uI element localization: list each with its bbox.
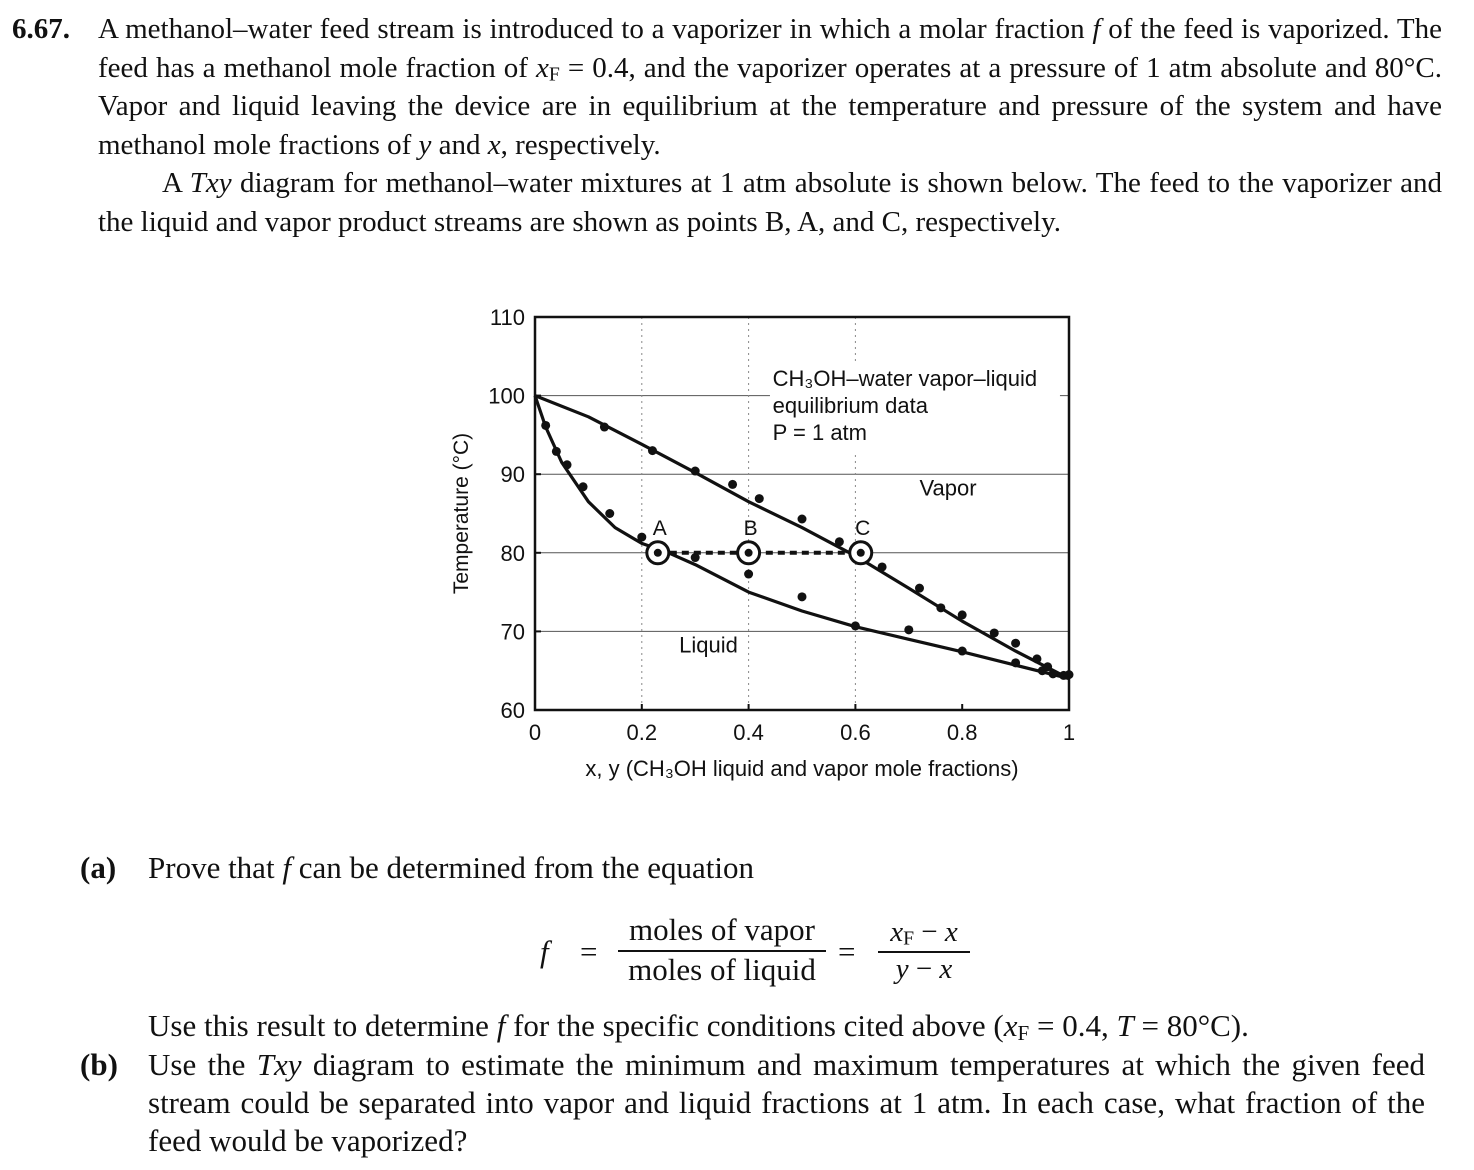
- y-axis-label: Temperature (°C): [450, 432, 473, 595]
- vapor-data-point-2: [648, 446, 657, 455]
- num-sub: F: [903, 927, 915, 950]
- part-a-f: f: [282, 850, 291, 885]
- eq-sign-1: =: [580, 934, 598, 969]
- point-b-label: B: [743, 516, 758, 540]
- p2-text-a: A: [162, 167, 190, 199]
- p1-text-b: of the feed is vaporized. The feed has a methanol mole fraction of: [98, 13, 1442, 84]
- use-text-d: = 80°C).: [1133, 1008, 1249, 1043]
- vapor-data-point-18: [1059, 671, 1068, 680]
- use-text-c: = 0.4,: [1029, 1008, 1117, 1043]
- vapor-data-point-13: [990, 628, 999, 637]
- point-b-dot: [745, 549, 753, 557]
- use-x: x: [1003, 1008, 1018, 1043]
- xf-subscript: F: [548, 63, 560, 86]
- part-b-txy: Txy: [256, 1047, 302, 1082]
- liquid-data-point-2: [552, 447, 561, 456]
- vapor-data-point-12: [958, 610, 967, 619]
- point-c-label: C: [855, 516, 871, 540]
- part-b-text-a: Use the: [148, 1047, 257, 1082]
- vapor-data-point-17: [1048, 669, 1057, 678]
- vapor-data-point-11: [936, 603, 945, 612]
- liquid-data-point-12: [958, 647, 967, 656]
- part-b-text-b: diagram to estimate the minimum and maximum temperatures at which the given feed stream could be separated into vapor and liquid fractions at 1 atm. In each case, what fraction of the feed would be vaporized?: [148, 1047, 1425, 1158]
- x-tick-label-0.4: 0.4: [733, 720, 764, 745]
- part-b-label: (b): [80, 1047, 118, 1082]
- problem-body: [98, 10, 1442, 241]
- liquid-data-point-5: [605, 509, 614, 518]
- part-a-label: (a): [80, 850, 117, 885]
- vapor-data-point-3: [691, 467, 700, 476]
- part-a-text-b: can be determined from the equation: [290, 850, 755, 885]
- liquid-data-point-1: [541, 421, 550, 430]
- x-symbol: x: [487, 128, 501, 161]
- vapor-data-point-1: [600, 423, 609, 432]
- den-minus: −: [908, 953, 940, 985]
- num-x: x: [890, 916, 904, 948]
- x-axis-label: x, y (CH₃OH liquid and vapor mole fractions): [585, 756, 1019, 781]
- liquid-data-point-3: [563, 460, 572, 469]
- num-minus: −: [914, 916, 945, 948]
- y-tick-label-90: 90: [500, 462, 525, 488]
- use-f: f: [496, 1008, 506, 1043]
- txy-symbol: Txy: [189, 167, 232, 199]
- vapor-data-point-7: [835, 537, 844, 546]
- x-tick-label-0.2: 0.2: [626, 720, 658, 745]
- vapor-data-point-4: [728, 480, 737, 489]
- liquid-data-point-13: [1011, 658, 1020, 667]
- y-tick-label-100: 100: [488, 383, 525, 409]
- problem-number: 6.67.: [12, 13, 70, 45]
- p2-text-b: diagram for methanol–water mixtures at 1 atm absolute is shown below. The feed to the vaporizer and the liquid and vapor product streams are shown as points B, A, and C, respectively.: [98, 167, 1442, 238]
- txy-diagram: [440, 290, 1076, 790]
- p1-text-c: = 0.4, and the vaporizer operates at a pressure of 1 atm absolute and 80°C. Vapor and liquid leaving the device are in equilibrium at the temperature and pressure of the system and have methanol mole fractions of: [98, 51, 1442, 161]
- point-a-dot: [654, 549, 662, 557]
- p1-text-a: A methanol–water feed stream is introduced to a vaporizer in which a molar fraction: [98, 13, 1093, 45]
- chart-title-line-2: equilibrium data: [772, 393, 928, 418]
- x-tick-label-0.6: 0.6: [840, 720, 871, 745]
- num-x2: x: [944, 916, 958, 948]
- y-symbol: y: [418, 128, 432, 161]
- use-T: T: [1116, 1008, 1134, 1043]
- vapor-data-point-10: [915, 584, 924, 593]
- xf-symbol: x: [535, 51, 549, 84]
- use-text-a: Use this result to determine: [148, 1008, 497, 1043]
- liquid-data-point-4: [579, 482, 588, 491]
- chart-title-line-1: CH₃OH–water vapor–liquid: [772, 366, 1038, 391]
- part-b: [80, 1046, 1425, 1160]
- vapor-data-point-9: [878, 562, 887, 571]
- liquid-data-point-11: [904, 625, 913, 634]
- chart-title-line-3: P = 1 atm: [772, 420, 868, 445]
- y-tick-label-60: 60: [500, 698, 525, 723]
- fraction-mole-fractions: [878, 916, 970, 986]
- liquid-data-point-9: [798, 592, 807, 601]
- part-b-text: [148, 1046, 1425, 1160]
- x-tick-label-0: 0: [528, 720, 542, 745]
- txy-chart-svg: [440, 290, 1076, 790]
- part-a-text-a: Prove that: [148, 850, 283, 885]
- eq-f: f: [540, 934, 549, 969]
- y-tick-label-110: 110: [489, 305, 525, 330]
- problem-statement: [12, 10, 1442, 241]
- liquid-data-point-10: [851, 621, 860, 630]
- f-symbol: f: [1092, 13, 1101, 45]
- den-x: x: [939, 953, 953, 985]
- liquid-data-point-6: [637, 533, 646, 542]
- part-a: [80, 850, 754, 886]
- denominator-y-minus-x: [878, 953, 970, 986]
- x-tick-label-1: 1: [1062, 720, 1076, 745]
- y-tick-label-70: 70: [500, 619, 525, 645]
- use-text-b: for the specific conditions cited above (: [505, 1008, 1004, 1043]
- region-label-vapor: Vapor: [919, 475, 977, 501]
- point-c-dot: [857, 549, 865, 557]
- numerator-xf-minus-x: [878, 916, 970, 953]
- p1-text-d: and: [431, 128, 488, 161]
- vapor-data-point-15: [1032, 654, 1041, 663]
- den-y: y: [895, 953, 909, 985]
- x-tick-label-0.8: 0.8: [946, 720, 978, 745]
- region-label-liquid: Liquid: [679, 632, 738, 658]
- eq-sign-2: =: [838, 934, 856, 969]
- numerator-moles-vapor: moles of vapor: [618, 912, 826, 952]
- p1-text-e: , respectively.: [500, 128, 661, 161]
- vapor-data-point-6: [798, 515, 807, 524]
- y-tick-label-80: 80: [500, 540, 525, 566]
- denominator-moles-liquid: moles of liquid: [628, 952, 816, 987]
- use-sub: F: [1017, 1020, 1030, 1045]
- use-result-line: [148, 1008, 1249, 1044]
- fraction-moles: [618, 912, 826, 988]
- paragraph-2: [98, 164, 1442, 241]
- point-a-label: A: [652, 516, 667, 540]
- liquid-data-point-8: [744, 570, 753, 579]
- vapor-data-point-14: [1011, 639, 1020, 648]
- vapor-data-point-5: [755, 494, 764, 503]
